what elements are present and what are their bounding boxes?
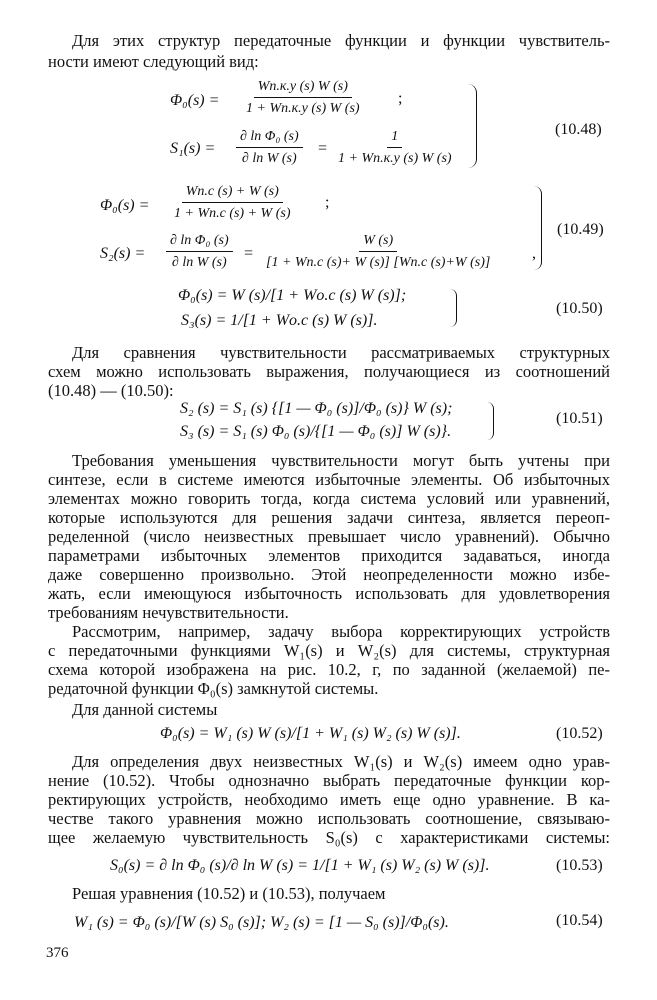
para3-line-3: элементах можно говорить тогда, когда система условий или уравнений, bbox=[48, 489, 610, 508]
eq-10-49-phi-denominator: 1 + Wп.с (s) + W (s) bbox=[174, 206, 291, 221]
eq-10-48-phi-denominator: 1 + Wп.к.у (s) W (s) bbox=[246, 101, 360, 116]
eq-10-52-expression: Φ₀(s) = W₁ (s) W (s)/[1 + W₁ (s) W₂ (s) W (s)]. bbox=[160, 725, 461, 742]
para6-line-4: честве такого уравнения можно использовать соотношение, связываю- bbox=[48, 809, 610, 828]
eq-10-48-phi-lhs: Φ₀(s) = bbox=[170, 92, 220, 109]
eq-10-49-s2-fraction-2 bbox=[262, 232, 494, 271]
para5-line-1: Для данной системы bbox=[72, 700, 218, 719]
intro-line-1: Для этих структур передаточные функции и функции чувствитель- bbox=[72, 31, 610, 50]
eq-10-50-brace bbox=[450, 289, 457, 327]
eq-10-48-s1-equals: = bbox=[318, 140, 328, 157]
eq-10-49-s2-numerator: ∂ ln Φ₀ (s) bbox=[166, 232, 233, 252]
eq-10-53-tag: (10.53) bbox=[556, 857, 603, 874]
eq-10-49-s2-fraction bbox=[166, 232, 233, 271]
para6-line-5: щее желаемую чувствительность S₀(s) с характеристиками системы: bbox=[48, 828, 610, 847]
eq-10-51-line-1: S₂ (s) = S₁ (s) {[1 — Φ₀ (s)]/Φ₀ (s)} W (s); bbox=[180, 400, 453, 417]
eq-10-54-expression: W₁ (s) = Φ₀ (s)/[W (s) S₀ (s)]; W₂ (s) = [1 — S₀ (s)]/Φ₀(s). bbox=[74, 914, 449, 931]
para6-line-3: ректирующих устройств, необходимо иметь еще одно уравнение. В ка- bbox=[48, 790, 610, 809]
eq-10-49-phi-fraction bbox=[170, 183, 294, 222]
eq-10-48-phi-end: ; bbox=[398, 90, 403, 107]
eq-10-49-s2-denominator-2: [1 + Wп.с (s)+ W (s)] [Wп.с (s)+W (s)] bbox=[266, 255, 491, 270]
eq-10-51-brace bbox=[487, 402, 494, 440]
eq-10-49-tag: (10.49) bbox=[557, 221, 604, 238]
eq-10-49-s2-lhs: S₂(s) = bbox=[100, 245, 146, 262]
eq-10-49-phi-numerator: Wп.с (s) + W (s) bbox=[182, 183, 283, 203]
eq-10-53-expression: S₀(s) = ∂ ln Φ₀ (s)/∂ ln W (s) = 1/[1 + W₁ (s) W₂ (s) W (s)]. bbox=[110, 857, 490, 874]
eq-10-52-tag: (10.52) bbox=[556, 725, 603, 742]
eq-10-50-tag: (10.50) bbox=[556, 300, 603, 317]
para4-line-1: Рассмотрим, например, задачу выбора корректирующих устройств bbox=[72, 622, 610, 641]
eq-10-51-line-2: S₃ (s) = S₁ (s) Φ₀ (s)/{[1 — Φ₀ (s)] W (s)}. bbox=[180, 423, 452, 440]
eq-10-49-s2-denominator: ∂ ln W (s) bbox=[171, 255, 227, 270]
para3-line-4: которые используются для решения задачи синтеза, является переоп- bbox=[48, 508, 610, 527]
eq-10-49-s2-numerator-2: W (s) bbox=[359, 232, 397, 252]
eq-10-50-line-1: Φ₀(s) = W (s)/[1 + Wо.с (s) W (s)]; bbox=[178, 287, 407, 304]
para6-line-1: Для определения двух неизвестных W₁(s) и W₂(s) имеем одно урав- bbox=[72, 752, 610, 771]
eq-10-48-s1-fraction bbox=[236, 128, 303, 167]
eq-10-50-line-2: S₃(s) = 1/[1 + Wо.с (s) W (s)]. bbox=[181, 312, 378, 329]
eq-10-48-tag: (10.48) bbox=[555, 121, 602, 138]
eq-10-48-phi-numerator: Wп.к.у (s) W (s) bbox=[254, 78, 352, 98]
para2-line-1: Для сравнения чувствительности рассматриваемых структурных bbox=[72, 343, 610, 362]
para2-line-3: (10.48) — (10.50): bbox=[48, 381, 174, 400]
para7-line-1: Решая уравнения (10.52) и (10.53), получаем bbox=[72, 884, 386, 903]
eq-10-49-s2-end: , bbox=[532, 245, 536, 262]
intro-line-2: ности имеют следующий вид: bbox=[48, 52, 259, 71]
eq-10-48-s1-fraction-2 bbox=[334, 128, 456, 167]
eq-10-51-tag: (10.51) bbox=[556, 410, 603, 427]
para2-line-2: схем можно использовать выражения, получающиеся из соотношений bbox=[48, 362, 610, 381]
para4-line-3: схема которой изображена на рис. 10.2, г, по заданной (желаемой) пе- bbox=[48, 660, 610, 679]
eq-10-54-tag: (10.54) bbox=[556, 912, 603, 929]
eq-10-48-phi-fraction bbox=[242, 78, 364, 117]
eq-10-49-brace bbox=[534, 186, 542, 270]
para3-line-9: требованиям нечувствительности. bbox=[48, 603, 289, 622]
para3-line-8: жать, если имеющуюся избыточность использовать для удовлетворения bbox=[48, 584, 610, 603]
eq-10-48-brace bbox=[468, 84, 477, 168]
para6-line-2: нение (10.52). Чтобы однозначно выбрать передаточные функции кор- bbox=[48, 771, 610, 790]
eq-10-49-s2-equals: = bbox=[244, 245, 254, 262]
eq-10-48-s1-numerator-2: 1 bbox=[387, 128, 402, 148]
para3-line-1: Требования уменьшения чувствительности могут быть учтены при bbox=[72, 451, 610, 470]
eq-10-48-s1-numerator: ∂ ln Φ₀ (s) bbox=[236, 128, 303, 148]
para3-line-7: даже совершенно произвольно. Этой неопределенности можно избе- bbox=[48, 565, 610, 584]
eq-10-48-s1-denominator: ∂ ln W (s) bbox=[241, 151, 297, 166]
para3-line-5: ределенной (число неизвестных превышает число уравнений). Обычно bbox=[48, 527, 610, 546]
eq-10-49-phi-lhs: Φ₀(s) = bbox=[100, 197, 150, 214]
page-number: 376 bbox=[46, 945, 69, 961]
eq-10-49-phi-end: ; bbox=[325, 194, 330, 211]
eq-10-48-s1-lhs: S₁(s) = bbox=[170, 140, 216, 157]
para4-line-2: с передаточными функциями W₁(s) и W₂(s) для системы, структурная bbox=[48, 641, 610, 660]
para4-line-4: редаточной функции Φ₀(s) замкнутой системы. bbox=[48, 679, 379, 698]
para3-line-2: синтезе, если в системе имеются избыточные элементы. Об избыточных bbox=[48, 470, 610, 489]
eq-10-48-s1-denominator-2: 1 + Wп.к.у (s) W (s) bbox=[338, 151, 452, 166]
para3-line-6: параметрами избыточных элементов приходится задаваться, иногда bbox=[48, 546, 610, 565]
